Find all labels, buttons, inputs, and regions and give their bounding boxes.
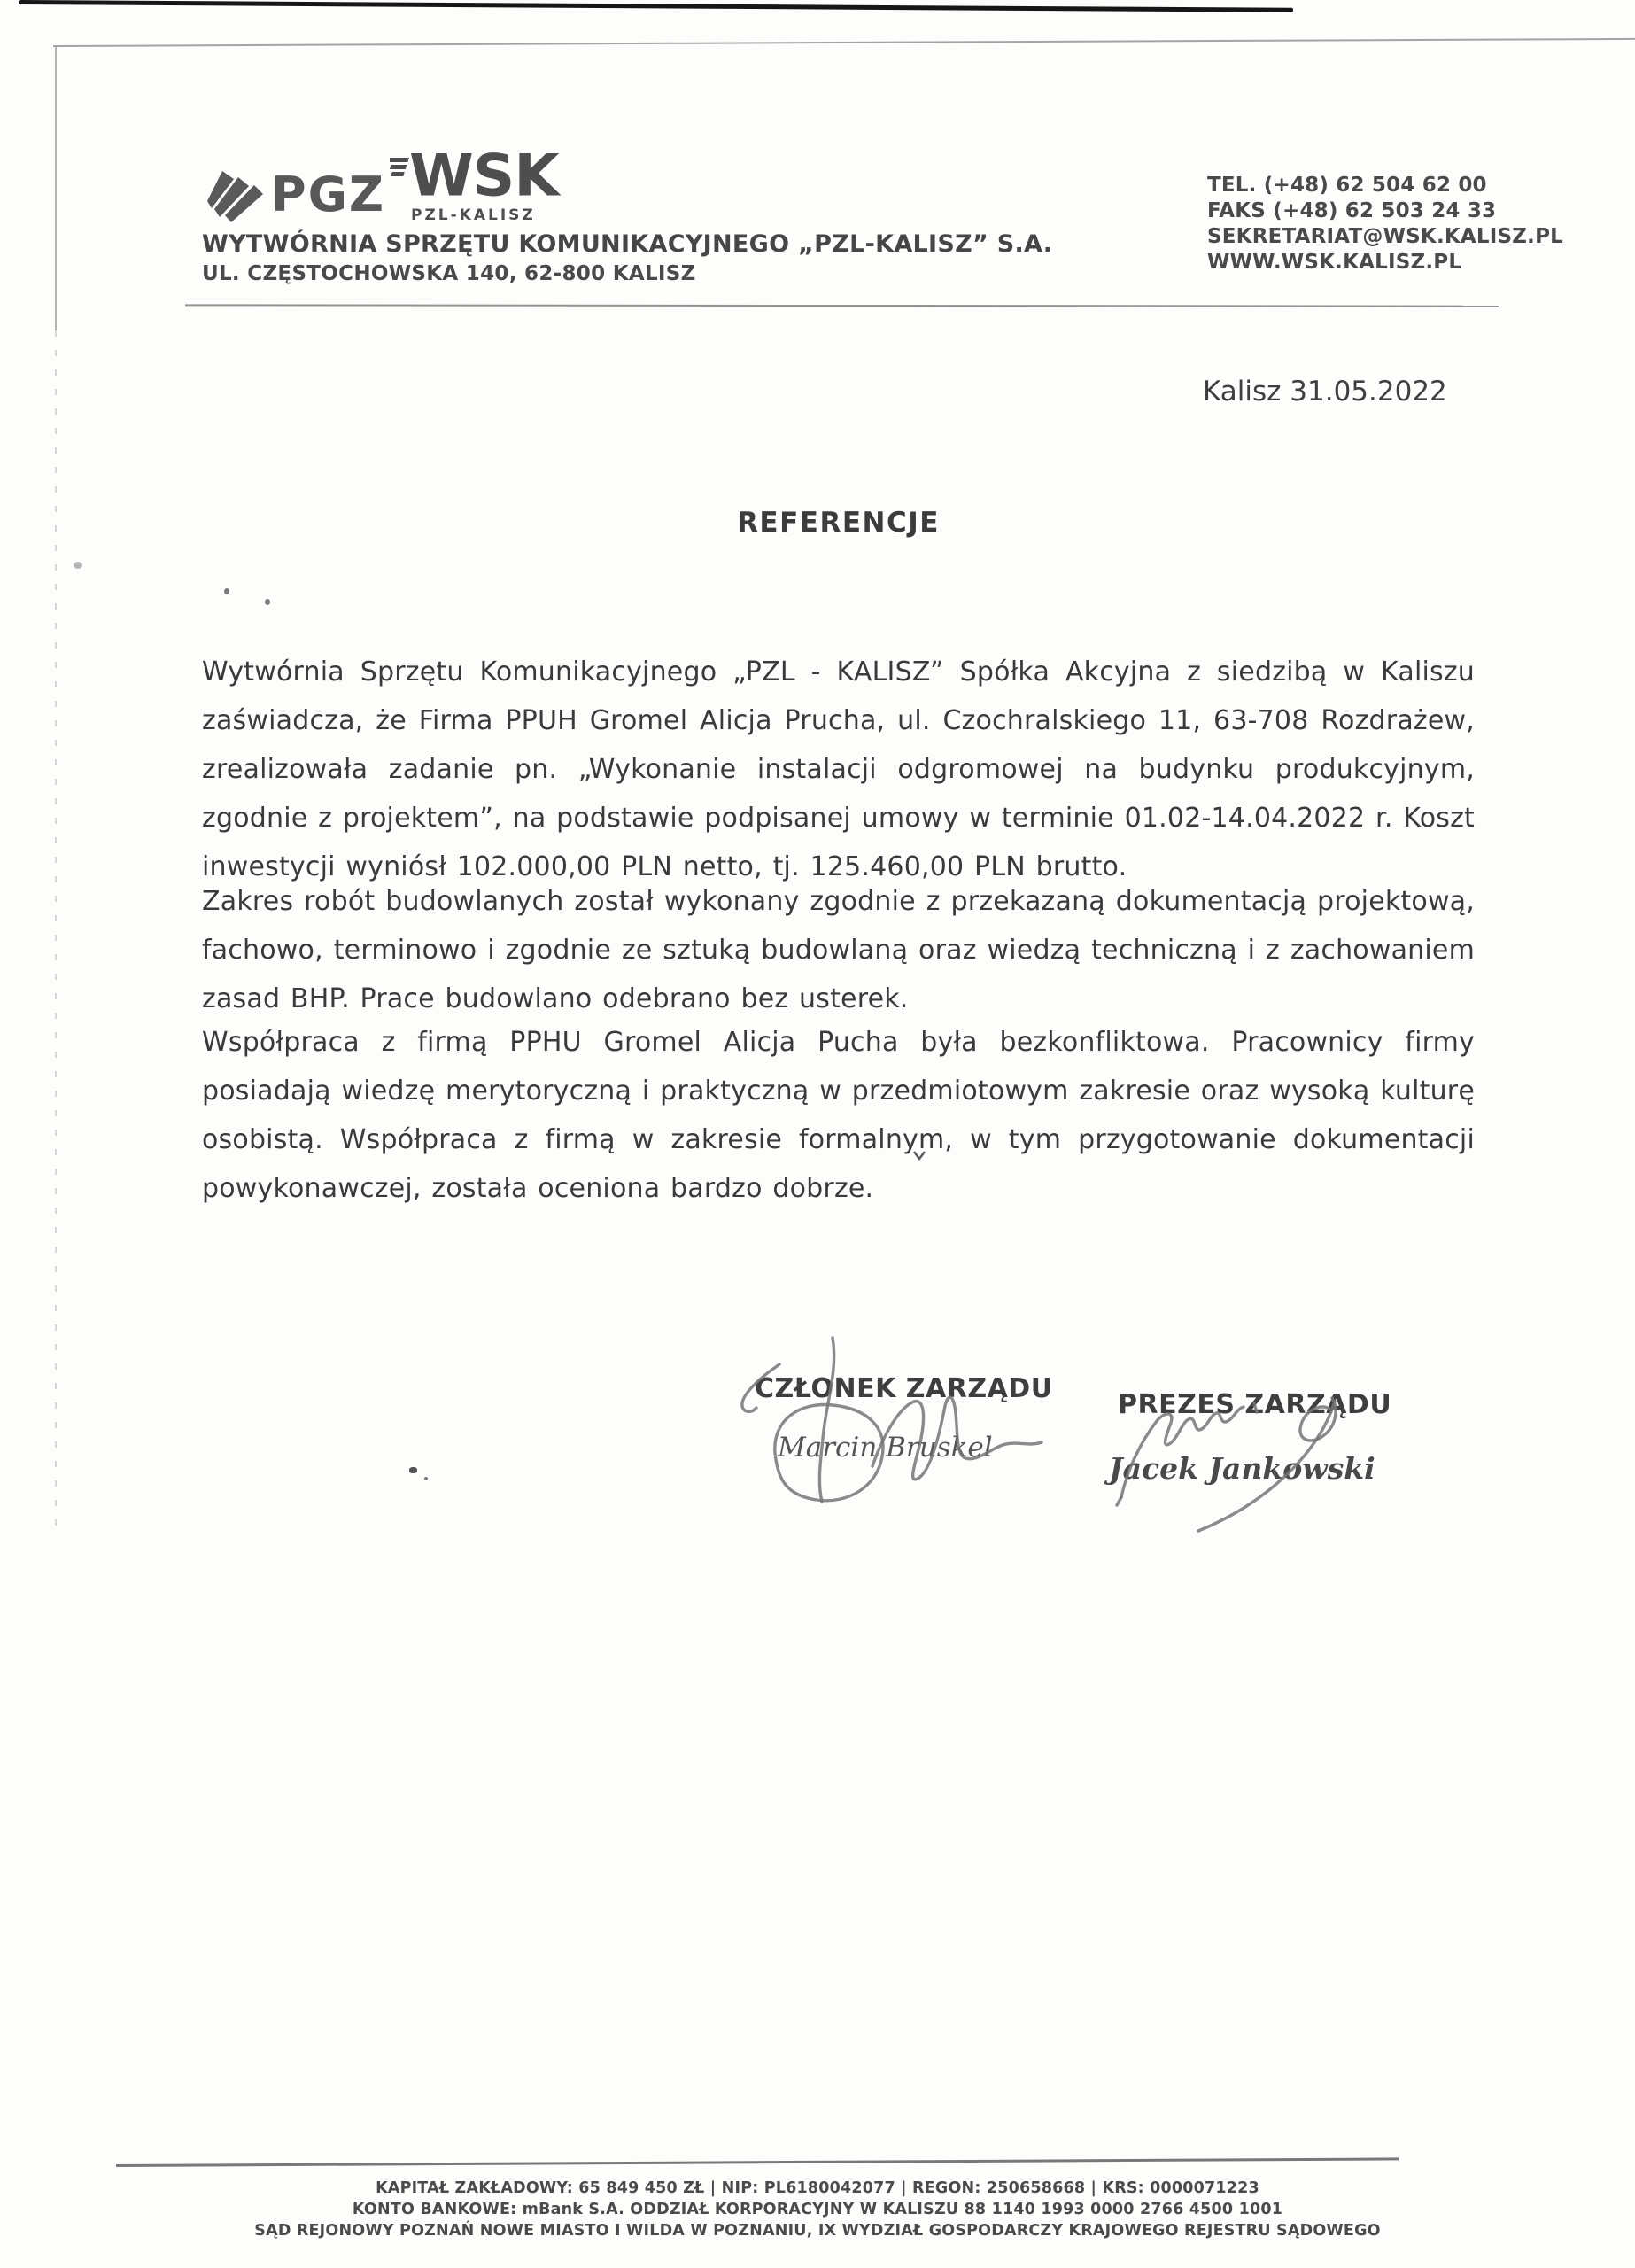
contact-tel: TEL. (+48) 62 504 62 00 xyxy=(1207,174,1487,197)
footer-divider xyxy=(116,2157,1399,2167)
scan-caret-mark xyxy=(912,1150,926,1161)
signature-scribble-left xyxy=(726,1302,1045,1550)
scan-speck xyxy=(74,562,82,569)
wsk-logo-subtext: PZL-KALISZ xyxy=(411,206,536,224)
dateline: Kalisz 31.05.2022 xyxy=(1203,376,1447,408)
scan-speck xyxy=(424,1477,428,1480)
letter-title: REFERENCJE xyxy=(737,507,940,539)
scan-artifact-page-left-edge-faint xyxy=(55,330,57,1526)
paragraph-1: Wytwórnia Sprzętu Komunikacyjnego „PZL - KALISZ” Spółka Akcyjna z siedzibą w Kaliszu zaświadcza, że Firma PPUH Gromel Alicja Prucha, ul. Czochralskiego 11, 63-708 Rozdrażew, zrealizowała zadanie pn. „Wykonanie instalacji odgromowej na budynku produkcyjnym, zgodnie z projektem”, na podstawie podpisanej umowy w terminie 01.02-14.04.2022 r. Koszt inwestycji wyniósł 102.000,00 PLN netto, tj. 125.460,00 PLN brutto. xyxy=(202,656,1475,882)
paragraph-3: Współpraca z firmą PPHU Gromel Alicja Pucha była bezkonfliktowa. Pracownicy firmy posiadają wiedzę merytoryczną i praktyczną w przedmiotowym zakresie oraz wysoką kulturę osobistą. Współpraca z firmą w zakresie formalnym, w tym przygotowanie dokumentacji powykonawczej, została oceniona bardzo dobrze. xyxy=(202,1027,1475,1204)
company-address: UL. CZĘSTOCHOWSKA 140, 62-800 KALISZ xyxy=(202,262,696,285)
pgz-logo-icon xyxy=(205,171,263,222)
pgz-logo-text: PGZ xyxy=(271,167,386,222)
header-divider xyxy=(185,304,1499,307)
footer-block xyxy=(16,2178,1619,2241)
company-name: WYTWÓRNIA SPRZĘTU KOMUNIKACYJNEGO „PZL-KALISZ” S.A. xyxy=(202,230,1053,258)
footer-line-bank: KONTO BANKOWE: mBank S.A. ODDZIAŁ KORPORACYJNY W KALISZU 88 1140 1993 0000 2766 4500 1001 xyxy=(352,2201,1283,2218)
paragraph-2: Zakres robót budowlanych został wykonany zgodnie z przekazaną dokumentacją projektową, fachowo, terminowo i zgodnie ze sztuką budowlaną oraz wiedzą techniczną i z zachowaniem zasad BHP. Prace budowlano odebrano bez usterek. xyxy=(202,886,1475,1014)
scan-artifact-page-left-edge xyxy=(55,47,57,330)
scan-speck xyxy=(265,599,270,605)
signature-role-left: CZŁONEK ZARZĄDU xyxy=(755,1373,1053,1404)
wsk-logo-text: WSK xyxy=(409,142,559,210)
contact-block xyxy=(1207,173,1563,276)
footer-line-court: SĄD REJONOWY POZNAŃ NOWE MIASTO I WILDA W POZNANIU, IX WYDZIAŁ GOSPODARCZY KRAJOWEGO REJESTRU SĄDOWEGO xyxy=(254,2222,1381,2240)
signature-role-right: PREZES ZARZĄDU xyxy=(1118,1389,1392,1420)
contact-email: SEKRETARIAT@WSK.KALISZ.PL xyxy=(1207,225,1564,248)
contact-fax: FAKS (+48) 62 503 24 33 xyxy=(1207,199,1497,222)
contact-www: WWW.WSK.KALISZ.PL xyxy=(1207,251,1462,274)
footer-line-capital: KAPITAŁ ZAKŁADOWY: 65 849 450 ZŁ | NIP: PL6180042077 | REGON: 250658668 | KRS: 0000071223 xyxy=(376,2179,1259,2197)
signature-name-left: Marcin Bruskel xyxy=(778,1432,993,1464)
scan-speck xyxy=(409,1467,417,1473)
scan-artifact-page-top-edge xyxy=(53,38,1635,47)
signature-name-right: Jacek Jankowski xyxy=(1109,1451,1375,1486)
scan-speck xyxy=(224,588,229,594)
scan-artifact-top-strip xyxy=(19,0,1293,12)
